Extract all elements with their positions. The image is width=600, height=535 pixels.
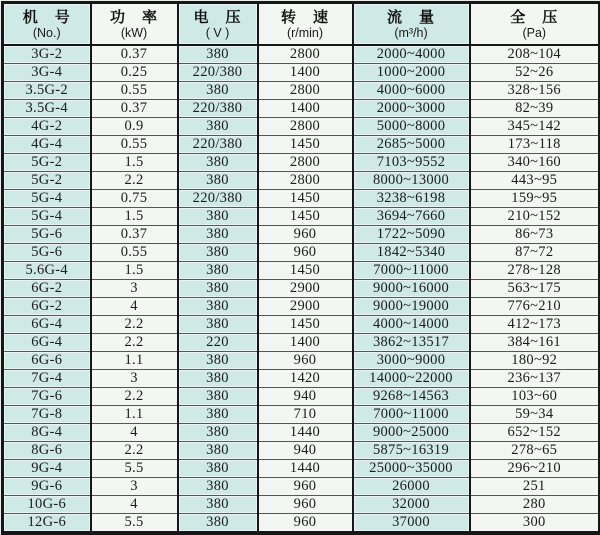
cell-power: 1.5	[91, 154, 178, 172]
cell-model: 4G-4	[3, 136, 91, 154]
cell-flow: 1722~5090	[353, 226, 470, 244]
cell-pressure: 52~26	[470, 64, 600, 82]
cell-power: 0.25	[91, 64, 178, 82]
cell-flow: 9268~14563	[353, 388, 470, 406]
cell-pressure: 345~142	[470, 118, 600, 136]
cell-voltage: 380	[178, 388, 258, 406]
cell-pressure: 59~34	[470, 406, 600, 424]
cell-power: 1.1	[91, 406, 178, 424]
cell-voltage: 380	[178, 352, 258, 370]
table-row	[3, 100, 600, 118]
cell-flow: 5000~8000	[353, 118, 470, 136]
cell-voltage: 220/380	[178, 136, 258, 154]
table-row	[3, 298, 600, 316]
cell-speed: 960	[258, 496, 353, 514]
cell-flow: 9000~25000	[353, 424, 470, 442]
cell-pressure: 296~210	[470, 460, 600, 478]
cell-voltage: 380	[178, 316, 258, 334]
fan-spec-table	[1, 1, 600, 535]
cell-pressure: 340~160	[470, 154, 600, 172]
table-row	[3, 424, 600, 442]
cell-power: 0.37	[91, 100, 178, 118]
table-row	[3, 154, 600, 172]
cell-power: 4	[91, 424, 178, 442]
table-row	[3, 460, 600, 478]
table-row	[3, 190, 600, 208]
column-header-speed-zh: 转 速	[280, 8, 329, 26]
column-header-flow	[353, 3, 470, 46]
cell-power: 0.9	[91, 118, 178, 136]
table-row	[3, 334, 600, 352]
column-header-model-en: (No.)	[32, 26, 61, 41]
cell-model: 6G-2	[3, 298, 91, 316]
cell-power: 3	[91, 370, 178, 388]
table-row	[3, 64, 600, 82]
cell-flow: 26000	[353, 478, 470, 496]
table-row	[3, 316, 600, 334]
cell-pressure: 776~210	[470, 298, 600, 316]
column-header-pressure-en: (Pa)	[522, 26, 547, 41]
cell-voltage: 380	[178, 172, 258, 190]
cell-power: 1.5	[91, 262, 178, 280]
cell-pressure: 300	[470, 514, 600, 534]
cell-power: 0.55	[91, 136, 178, 154]
cell-power: 0.75	[91, 190, 178, 208]
table-row	[3, 280, 600, 298]
cell-model: 7G-4	[3, 370, 91, 388]
cell-voltage: 380	[178, 208, 258, 226]
cell-voltage: 380	[178, 370, 258, 388]
cell-model: 7G-6	[3, 388, 91, 406]
cell-speed: 710	[258, 406, 353, 424]
cell-power: 0.37	[91, 45, 178, 64]
cell-pressure: 278~65	[470, 442, 600, 460]
table-row	[3, 478, 600, 496]
cell-voltage: 380	[178, 496, 258, 514]
cell-power: 2.2	[91, 442, 178, 460]
cell-flow: 7103~9552	[353, 154, 470, 172]
cell-model: 8G-6	[3, 442, 91, 460]
cell-flow: 37000	[353, 514, 470, 534]
column-header-power-en: (kW)	[120, 26, 148, 41]
cell-pressure: 412~173	[470, 316, 600, 334]
cell-flow: 9000~16000	[353, 280, 470, 298]
cell-flow: 7000~11000	[353, 406, 470, 424]
table-row	[3, 136, 600, 154]
cell-power: 1.1	[91, 352, 178, 370]
cell-model: 12G-6	[3, 514, 91, 534]
column-header-flow-en: (m³/h)	[394, 26, 428, 41]
cell-voltage: 380	[178, 45, 258, 64]
cell-speed: 1400	[258, 334, 353, 352]
cell-flow: 32000	[353, 496, 470, 514]
cell-speed: 1450	[258, 262, 353, 280]
cell-model: 7G-8	[3, 406, 91, 424]
cell-pressure: 180~92	[470, 352, 600, 370]
cell-model: 5G-6	[3, 226, 91, 244]
cell-pressure: 251	[470, 478, 600, 496]
column-header-voltage	[178, 3, 258, 46]
cell-model: 8G-4	[3, 424, 91, 442]
cell-power: 1.5	[91, 208, 178, 226]
column-header-pressure-zh: 全 压	[510, 8, 559, 26]
cell-speed: 1400	[258, 100, 353, 118]
cell-speed: 2800	[258, 82, 353, 100]
column-header-power	[91, 3, 178, 46]
cell-speed: 2800	[258, 154, 353, 172]
cell-speed: 960	[258, 514, 353, 534]
cell-voltage: 220/380	[178, 64, 258, 82]
cell-pressure: 328~156	[470, 82, 600, 100]
table-row	[3, 208, 600, 226]
cell-model: 9G-4	[3, 460, 91, 478]
cell-pressure: 384~161	[470, 334, 600, 352]
cell-model: 3.5G-2	[3, 82, 91, 100]
cell-power: 3	[91, 280, 178, 298]
cell-power: 2.2	[91, 172, 178, 190]
cell-flow: 25000~35000	[353, 460, 470, 478]
cell-voltage: 380	[178, 442, 258, 460]
cell-pressure: 86~73	[470, 226, 600, 244]
cell-model: 5G-2	[3, 172, 91, 190]
cell-voltage: 220/380	[178, 190, 258, 208]
cell-power: 2.2	[91, 316, 178, 334]
cell-power: 4	[91, 298, 178, 316]
cell-power: 2.2	[91, 334, 178, 352]
cell-voltage: 380	[178, 460, 258, 478]
cell-flow: 3238~6198	[353, 190, 470, 208]
cell-model: 4G-2	[3, 118, 91, 136]
cell-pressure: 87~72	[470, 244, 600, 262]
cell-model: 10G-6	[3, 496, 91, 514]
cell-pressure: 443~95	[470, 172, 600, 190]
cell-pressure: 236~137	[470, 370, 600, 388]
cell-speed: 1440	[258, 424, 353, 442]
cell-flow: 4000~6000	[353, 82, 470, 100]
cell-pressure: 159~95	[470, 190, 600, 208]
cell-model: 5G-6	[3, 244, 91, 262]
column-header-pressure	[470, 3, 600, 46]
cell-voltage: 380	[178, 280, 258, 298]
table-row	[3, 442, 600, 460]
cell-model: 9G-6	[3, 478, 91, 496]
cell-model: 3G-2	[3, 45, 91, 64]
column-header-speed	[258, 3, 353, 46]
cell-voltage: 380	[178, 118, 258, 136]
cell-pressure: 103~60	[470, 388, 600, 406]
cell-flow: 7000~11000	[353, 262, 470, 280]
cell-speed: 960	[258, 352, 353, 370]
cell-pressure: 563~175	[470, 280, 600, 298]
cell-speed: 1420	[258, 370, 353, 388]
cell-speed: 1450	[258, 136, 353, 154]
cell-speed: 2900	[258, 298, 353, 316]
cell-speed: 940	[258, 442, 353, 460]
cell-speed: 1450	[258, 190, 353, 208]
cell-model: 6G-6	[3, 352, 91, 370]
column-header-voltage-en: ( V )	[205, 26, 230, 41]
table-row	[3, 244, 600, 262]
table-row	[3, 118, 600, 136]
cell-power: 3	[91, 478, 178, 496]
table-body	[3, 45, 600, 533]
column-header-speed-en: (r/min)	[286, 26, 324, 41]
cell-speed: 960	[258, 226, 353, 244]
table-row	[3, 352, 600, 370]
cell-voltage: 220	[178, 334, 258, 352]
cell-voltage: 380	[178, 514, 258, 534]
cell-flow: 9000~19000	[353, 298, 470, 316]
cell-voltage: 380	[178, 424, 258, 442]
cell-pressure: 280	[470, 496, 600, 514]
cell-speed: 1400	[258, 64, 353, 82]
cell-voltage: 380	[178, 478, 258, 496]
cell-pressure: 208~104	[470, 45, 600, 64]
cell-voltage: 380	[178, 298, 258, 316]
cell-pressure: 210~152	[470, 208, 600, 226]
cell-model: 5.6G-4	[3, 262, 91, 280]
cell-voltage: 380	[178, 244, 258, 262]
cell-power: 0.55	[91, 82, 178, 100]
column-header-model	[3, 3, 91, 46]
cell-model: 6G-4	[3, 316, 91, 334]
cell-power: 5.5	[91, 460, 178, 478]
cell-flow: 8000~13000	[353, 172, 470, 190]
column-header-voltage-zh: 电 压	[193, 8, 242, 26]
cell-speed: 2800	[258, 118, 353, 136]
cell-power: 5.5	[91, 514, 178, 534]
cell-voltage: 380	[178, 406, 258, 424]
table-row	[3, 514, 600, 534]
cell-power: 4	[91, 496, 178, 514]
cell-voltage: 380	[178, 226, 258, 244]
cell-power: 0.37	[91, 226, 178, 244]
cell-flow: 3000~9000	[353, 352, 470, 370]
table-row	[3, 496, 600, 514]
cell-flow: 2000~4000	[353, 45, 470, 64]
cell-flow: 4000~14000	[353, 316, 470, 334]
table-row	[3, 172, 600, 190]
cell-speed: 960	[258, 478, 353, 496]
cell-flow: 5875~16319	[353, 442, 470, 460]
cell-speed: 2900	[258, 280, 353, 298]
cell-model: 6G-4	[3, 334, 91, 352]
cell-voltage: 220/380	[178, 100, 258, 118]
cell-flow: 2000~3000	[353, 100, 470, 118]
cell-model: 5G-4	[3, 208, 91, 226]
column-header-flow-zh: 流 量	[386, 8, 435, 26]
cell-model: 5G-4	[3, 190, 91, 208]
cell-voltage: 380	[178, 262, 258, 280]
cell-flow: 1842~5340	[353, 244, 470, 262]
cell-flow: 1000~2000	[353, 64, 470, 82]
cell-voltage: 380	[178, 154, 258, 172]
cell-speed: 1450	[258, 208, 353, 226]
cell-pressure: 173~118	[470, 136, 600, 154]
table-row	[3, 388, 600, 406]
table-header	[3, 3, 600, 46]
cell-model: 3G-4	[3, 64, 91, 82]
cell-speed: 960	[258, 244, 353, 262]
table-row	[3, 45, 600, 64]
cell-model: 3.5G-4	[3, 100, 91, 118]
cell-voltage: 380	[178, 82, 258, 100]
cell-model: 5G-2	[3, 154, 91, 172]
column-header-model-zh: 机 号	[22, 8, 71, 26]
table-row	[3, 262, 600, 280]
cell-flow: 3694~7660	[353, 208, 470, 226]
cell-flow: 2685~5000	[353, 136, 470, 154]
cell-speed: 1450	[258, 316, 353, 334]
table-row	[3, 370, 600, 388]
table-row	[3, 406, 600, 424]
cell-speed: 2800	[258, 45, 353, 64]
cell-pressure: 652~152	[470, 424, 600, 442]
cell-pressure: 82~39	[470, 100, 600, 118]
cell-speed: 1440	[258, 460, 353, 478]
header-row	[3, 3, 600, 46]
cell-speed: 2800	[258, 172, 353, 190]
column-header-power-zh: 功 率	[109, 8, 158, 26]
cell-flow: 3862~13517	[353, 334, 470, 352]
cell-model: 6G-2	[3, 280, 91, 298]
cell-speed: 940	[258, 388, 353, 406]
table-row	[3, 226, 600, 244]
cell-power: 2.2	[91, 388, 178, 406]
cell-pressure: 278~128	[470, 262, 600, 280]
table-row	[3, 82, 600, 100]
cell-flow: 14000~22000	[353, 370, 470, 388]
cell-power: 0.55	[91, 244, 178, 262]
